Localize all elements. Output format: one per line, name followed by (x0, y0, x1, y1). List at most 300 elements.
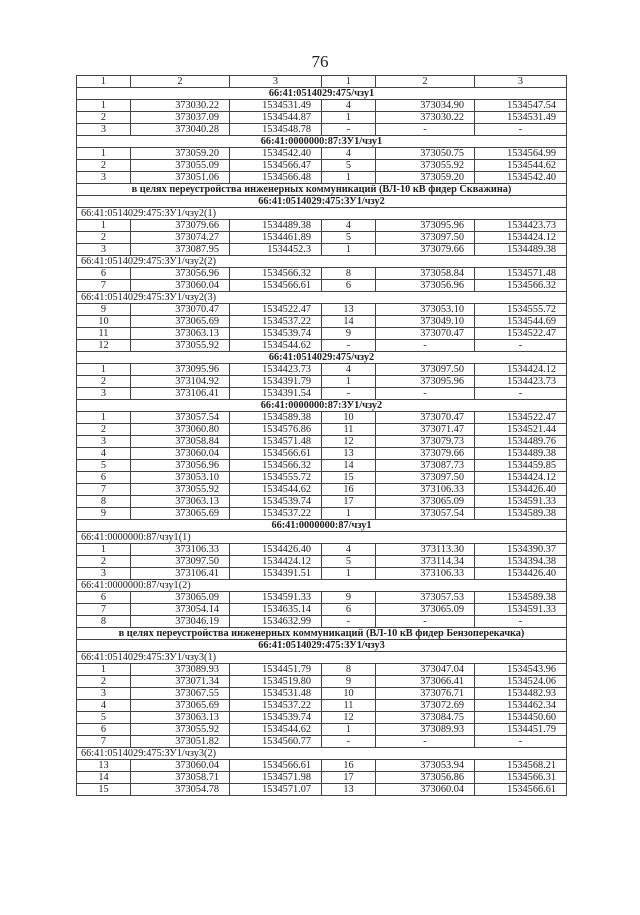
point-number: 2 (77, 424, 131, 436)
x-coordinate: 373106.33 (376, 484, 475, 496)
y-coordinate: 1534591.33 (475, 604, 567, 616)
x-coordinate: 373071.34 (131, 676, 230, 688)
x-coordinate: 373060.80 (131, 424, 230, 436)
y-coordinate: 1534544.62 (230, 484, 322, 496)
x-coordinate: 373047.04 (376, 664, 475, 676)
y-coordinate: 1534426.40 (475, 568, 567, 580)
point-number: 1 (322, 724, 376, 736)
point-number: 4 (322, 148, 376, 160)
y-coordinate: 1534451.79 (230, 664, 322, 676)
point-number: 8 (322, 664, 376, 676)
table-row (77, 412, 567, 424)
x-coordinate: 373053.10 (131, 472, 230, 484)
point-number: 3 (77, 568, 131, 580)
point-number: 1 (77, 412, 131, 424)
x-coordinate: 373055.92 (131, 484, 230, 496)
x-coordinate: 373063.13 (131, 712, 230, 724)
x-coordinate: 373065.09 (131, 592, 230, 604)
x-coordinate: 373079.66 (376, 244, 475, 256)
y-coordinate: 1534394.38 (475, 556, 567, 568)
table-row (77, 472, 567, 484)
table-row (77, 232, 567, 244)
table-row (77, 148, 567, 160)
point-number: 7 (77, 484, 131, 496)
x-coordinate: 373055.92 (131, 724, 230, 736)
y-coordinate: 1534482.93 (475, 688, 567, 700)
point-number: 4 (322, 544, 376, 556)
y-coordinate: 1534489.38 (475, 244, 567, 256)
y-coordinate: 1534542.40 (475, 172, 567, 184)
y-coordinate: 1534461.89 (230, 232, 322, 244)
point-number: 6 (77, 592, 131, 604)
point-number: - (322, 388, 376, 400)
y-coordinate: 1534531.49 (230, 100, 322, 112)
y-coordinate: 1534451.79 (475, 724, 567, 736)
x-coordinate: 373079.66 (131, 220, 230, 232)
x-coordinate: 373063.13 (131, 328, 230, 340)
y-coordinate: 1534576.86 (230, 424, 322, 436)
page-number: 76 (311, 52, 329, 71)
column-header: 2 (376, 76, 475, 88)
y-coordinate: 1534566.31 (475, 772, 567, 784)
table-row (77, 784, 567, 796)
table-row (77, 100, 567, 112)
table-row (77, 592, 567, 604)
table-row (77, 508, 567, 520)
y-coordinate: 1534462.34 (475, 700, 567, 712)
point-number: 1 (322, 376, 376, 388)
section-heading: в целях переустройства инженерных коммуникаций (ВЛ-10 кВ фидер Бензоперекачка) (77, 628, 567, 640)
section-heading-row (77, 88, 567, 100)
point-number: 1 (77, 664, 131, 676)
point-number: 5 (322, 556, 376, 568)
y-coordinate: 1534424.12 (475, 472, 567, 484)
point-number: 15 (322, 472, 376, 484)
y-coordinate: 1534459.85 (475, 460, 567, 472)
point-number: 4 (77, 700, 131, 712)
y-coordinate: 1534571.48 (475, 268, 567, 280)
x-coordinate: 373057.54 (376, 508, 475, 520)
section-heading: 66:41:0514029:475:ЗУ1/чзу2 (77, 196, 567, 208)
point-number: 2 (77, 376, 131, 388)
y-coordinate: 1534521.44 (475, 424, 567, 436)
x-coordinate: 373056.86 (376, 772, 475, 784)
x-coordinate: 373060.04 (131, 448, 230, 460)
section-heading-row (77, 400, 567, 412)
point-number: 6 (322, 604, 376, 616)
x-coordinate: 373070.47 (131, 304, 230, 316)
point-number: 6 (77, 724, 131, 736)
x-coordinate: 373087.95 (131, 244, 230, 256)
y-coordinate: 1534531.48 (230, 688, 322, 700)
y-coordinate: 1534568.21 (475, 760, 567, 772)
x-coordinate: 373070.47 (376, 412, 475, 424)
x-coordinate: 373076.71 (376, 688, 475, 700)
x-coordinate: 373055.92 (131, 340, 230, 352)
point-number: 11 (77, 328, 131, 340)
point-number: 14 (77, 772, 131, 784)
y-coordinate: 1534555.72 (475, 304, 567, 316)
y-coordinate: 1534571.48 (230, 436, 322, 448)
point-number: 1 (322, 172, 376, 184)
y-coordinate: 1534544.62 (230, 724, 322, 736)
point-number: 16 (322, 760, 376, 772)
table-row (77, 172, 567, 184)
x-coordinate: 373059.20 (131, 148, 230, 160)
x-coordinate: 373065.09 (376, 604, 475, 616)
x-coordinate: 373097.50 (376, 472, 475, 484)
x-coordinate: 373054.78 (131, 784, 230, 796)
x-coordinate: 373053.94 (376, 760, 475, 772)
point-number: 8 (322, 268, 376, 280)
section-heading-row (77, 640, 567, 652)
y-coordinate: 1534591.33 (475, 496, 567, 508)
point-number: 6 (322, 280, 376, 292)
x-coordinate: 373049.10 (376, 316, 475, 328)
point-number: 9 (77, 304, 131, 316)
table-row (77, 556, 567, 568)
x-coordinate: 373057.54 (131, 412, 230, 424)
point-number: 9 (322, 328, 376, 340)
column-header: 1 (322, 76, 376, 88)
table-row (77, 568, 567, 580)
y-coordinate: 1534571.07 (230, 784, 322, 796)
x-coordinate: 373097.50 (376, 232, 475, 244)
x-coordinate: 373050.75 (376, 148, 475, 160)
x-coordinate: 373057.53 (376, 592, 475, 604)
y-coordinate: 1534489.38 (475, 448, 567, 460)
y-coordinate: 1534591.33 (230, 592, 322, 604)
point-number: 11 (322, 424, 376, 436)
table-row (77, 712, 567, 724)
point-number: 6 (77, 472, 131, 484)
x-coordinate: 373084.75 (376, 712, 475, 724)
y-coordinate: 1534489.76 (475, 436, 567, 448)
y-coordinate: - (475, 124, 567, 136)
subsection-heading: 66:41:0514029:475:ЗУ1/чзу3(2) (77, 748, 567, 760)
table-row (77, 664, 567, 676)
subsection-heading: 66:41:0514029:475:ЗУ1/чзу3(1) (77, 652, 567, 664)
x-coordinate: 373056.96 (376, 280, 475, 292)
subsection-heading-row (77, 208, 567, 220)
table-row (77, 688, 567, 700)
point-number: 13 (322, 448, 376, 460)
x-coordinate: 373089.93 (376, 724, 475, 736)
y-coordinate: 1534537.22 (230, 700, 322, 712)
table-row (77, 220, 567, 232)
y-coordinate: 1534547.54 (475, 100, 567, 112)
x-coordinate: 373114.34 (376, 556, 475, 568)
y-coordinate: 1534531.49 (475, 112, 567, 124)
subsection-heading-row (77, 580, 567, 592)
point-number: 1 (322, 568, 376, 580)
point-number: 1 (77, 148, 131, 160)
point-number: 1 (322, 112, 376, 124)
y-coordinate: 1534555.72 (230, 472, 322, 484)
y-coordinate: 1534524.06 (475, 676, 567, 688)
x-coordinate: 373056.96 (131, 460, 230, 472)
y-coordinate: 1534522.47 (230, 304, 322, 316)
section-heading: в целях переустройства инженерных коммуникаций (ВЛ-10 кВ фидер Скважина) (77, 184, 567, 196)
y-coordinate: 1534548.78 (230, 124, 322, 136)
section-heading: 66:41:0514029:475:ЗУ1/чзу3 (77, 640, 567, 652)
table-row (77, 436, 567, 448)
subsection-heading: 66:41:0514029:475:ЗУ1/чзу2(3) (77, 292, 567, 304)
x-coordinate: 373051.06 (131, 172, 230, 184)
x-coordinate: 373059.20 (376, 172, 475, 184)
point-number: 6 (77, 268, 131, 280)
section-heading: 66:41:0514029:475/чзу2 (77, 352, 567, 364)
point-number: - (322, 616, 376, 628)
x-coordinate: - (376, 616, 475, 628)
table-row (77, 388, 567, 400)
point-number: 3 (77, 388, 131, 400)
table-row (77, 424, 567, 436)
subsection-heading-row (77, 532, 567, 544)
y-coordinate: 1534519.80 (230, 676, 322, 688)
y-coordinate: 1534544.62 (230, 340, 322, 352)
y-coordinate: 1534390.37 (475, 544, 567, 556)
section-heading-row (77, 628, 567, 640)
point-number: 3 (77, 688, 131, 700)
y-coordinate: 1534632.99 (230, 616, 322, 628)
subsection-heading-row (77, 652, 567, 664)
point-number: - (322, 736, 376, 748)
y-coordinate: 1534544.62 (475, 160, 567, 172)
x-coordinate: 373106.33 (376, 568, 475, 580)
point-number: 8 (77, 496, 131, 508)
column-header: 1 (77, 76, 131, 88)
table-header-row (77, 76, 567, 88)
y-coordinate: 1534537.22 (230, 508, 322, 520)
point-number: 13 (77, 760, 131, 772)
x-coordinate: 373074.27 (131, 232, 230, 244)
point-number: 12 (77, 340, 131, 352)
y-coordinate: 1534566.61 (475, 784, 567, 796)
subsection-heading: 66:41:0000000:87/чзу1(2) (77, 580, 567, 592)
y-coordinate: 1534539.74 (230, 712, 322, 724)
point-number: 13 (322, 304, 376, 316)
y-coordinate: 1534423.73 (230, 364, 322, 376)
point-number: 4 (322, 220, 376, 232)
point-number: 2 (77, 160, 131, 172)
table-row (77, 304, 567, 316)
table-row (77, 544, 567, 556)
x-coordinate: 373095.96 (131, 364, 230, 376)
x-coordinate: - (376, 736, 475, 748)
point-number: 8 (77, 616, 131, 628)
y-coordinate: 1534566.61 (230, 280, 322, 292)
table-row (77, 700, 567, 712)
point-number: 2 (77, 112, 131, 124)
y-coordinate: 1534566.32 (475, 280, 567, 292)
point-number: 12 (322, 436, 376, 448)
y-coordinate: 1534424.12 (475, 364, 567, 376)
x-coordinate: 373070.47 (376, 328, 475, 340)
x-coordinate: 373055.92 (376, 160, 475, 172)
table-row (77, 676, 567, 688)
y-coordinate: 1534564.99 (475, 148, 567, 160)
x-coordinate: 373106.33 (131, 544, 230, 556)
x-coordinate: 373065.69 (131, 700, 230, 712)
y-coordinate: 1534423.73 (475, 376, 567, 388)
x-coordinate: 373072.69 (376, 700, 475, 712)
x-coordinate: 373060.04 (131, 280, 230, 292)
x-coordinate: 373106.41 (131, 388, 230, 400)
subsection-heading: 66:41:0000000:87/чзу1(1) (77, 532, 567, 544)
section-heading-row (77, 352, 567, 364)
x-coordinate: 373053.10 (376, 304, 475, 316)
x-coordinate: 373089.93 (131, 664, 230, 676)
subsection-heading-row (77, 292, 567, 304)
point-number: 10 (322, 412, 376, 424)
table-row (77, 484, 567, 496)
point-number: 4 (77, 448, 131, 460)
x-coordinate: 373058.84 (376, 268, 475, 280)
x-coordinate: - (376, 124, 475, 136)
x-coordinate: 373097.50 (376, 364, 475, 376)
point-number: 17 (322, 772, 376, 784)
y-coordinate: 1534566.32 (230, 268, 322, 280)
section-heading-row (77, 196, 567, 208)
table-row (77, 496, 567, 508)
y-coordinate: 1534424.12 (230, 556, 322, 568)
y-coordinate: 1534566.61 (230, 448, 322, 460)
section-heading: 66:41:0000000:87/чзу1 (77, 520, 567, 532)
x-coordinate: 373054.14 (131, 604, 230, 616)
table-row (77, 112, 567, 124)
y-coordinate: 1534566.61 (230, 760, 322, 772)
x-coordinate: 373060.04 (376, 784, 475, 796)
point-number: 3 (77, 244, 131, 256)
y-coordinate: - (475, 340, 567, 352)
subsection-heading: 66:41:0514029:475:ЗУ1/чзу2(1) (77, 208, 567, 220)
point-number: 17 (322, 496, 376, 508)
x-coordinate: 373030.22 (376, 112, 475, 124)
point-number: 5 (77, 712, 131, 724)
table-row (77, 328, 567, 340)
x-coordinate: 373055.09 (131, 160, 230, 172)
point-number: 5 (322, 160, 376, 172)
table-row (77, 268, 567, 280)
point-number: 1 (77, 544, 131, 556)
point-number: 10 (77, 316, 131, 328)
x-coordinate: - (376, 388, 475, 400)
y-coordinate: 1534543.96 (475, 664, 567, 676)
table-row (77, 724, 567, 736)
y-coordinate: 1534391.54 (230, 388, 322, 400)
x-coordinate: 373065.09 (376, 496, 475, 508)
x-coordinate: 373034.90 (376, 100, 475, 112)
x-coordinate: 373037.09 (131, 112, 230, 124)
x-coordinate: 373058.84 (131, 436, 230, 448)
table-row (77, 736, 567, 748)
x-coordinate: 373040.28 (131, 124, 230, 136)
point-number: 5 (77, 460, 131, 472)
subsection-heading-row (77, 748, 567, 760)
x-coordinate: 373060.04 (131, 760, 230, 772)
point-number: 4 (322, 364, 376, 376)
y-coordinate: 1534424.12 (475, 232, 567, 244)
column-header: 2 (131, 76, 230, 88)
point-number: 7 (77, 736, 131, 748)
x-coordinate: 373046.19 (131, 616, 230, 628)
column-header: 3 (475, 76, 567, 88)
point-number: 9 (322, 592, 376, 604)
y-coordinate: 1534589.38 (475, 508, 567, 520)
table-row (77, 460, 567, 472)
point-number: - (322, 124, 376, 136)
x-coordinate: 373113.30 (376, 544, 475, 556)
point-number: 15 (77, 784, 131, 796)
table-row (77, 316, 567, 328)
x-coordinate: 373095.96 (376, 220, 475, 232)
table-row (77, 160, 567, 172)
y-coordinate: 1534544.87 (230, 112, 322, 124)
x-coordinate: 373067.55 (131, 688, 230, 700)
point-number: 7 (77, 604, 131, 616)
y-coordinate: 1534560.77 (230, 736, 322, 748)
y-coordinate: 1534391.79 (230, 376, 322, 388)
table-row (77, 244, 567, 256)
point-number: 5 (322, 232, 376, 244)
y-coordinate: 1534566.32 (230, 460, 322, 472)
y-coordinate: 1534566.47 (230, 160, 322, 172)
table-row (77, 124, 567, 136)
y-coordinate: 1534522.47 (475, 328, 567, 340)
section-heading-row (77, 184, 567, 196)
point-number: 16 (322, 484, 376, 496)
point-number: 9 (322, 676, 376, 688)
y-coordinate: - (475, 388, 567, 400)
y-coordinate: 1534537.22 (230, 316, 322, 328)
point-number: 2 (77, 556, 131, 568)
x-coordinate: 373065.69 (131, 316, 230, 328)
y-coordinate: 1534452.3 (230, 244, 322, 256)
coordinates-table (76, 75, 567, 796)
table-row (77, 604, 567, 616)
point-number: 2 (77, 232, 131, 244)
column-header: 3 (230, 76, 322, 88)
table-row (77, 364, 567, 376)
table-row (77, 448, 567, 460)
point-number: 12 (322, 712, 376, 724)
section-heading: 66:41:0000000:87:ЗУ1/чзу1 (77, 136, 567, 148)
point-number: 1 (322, 508, 376, 520)
table-row (77, 772, 567, 784)
y-coordinate: 1534423.73 (475, 220, 567, 232)
point-number: 7 (77, 280, 131, 292)
x-coordinate: 373079.73 (376, 436, 475, 448)
point-number: 2 (77, 676, 131, 688)
x-coordinate: 373095.96 (376, 376, 475, 388)
y-coordinate: 1534426.40 (230, 544, 322, 556)
y-coordinate: 1534544.69 (475, 316, 567, 328)
section-heading-row (77, 520, 567, 532)
y-coordinate: - (475, 616, 567, 628)
point-number: 1 (322, 244, 376, 256)
x-coordinate: 373087.73 (376, 460, 475, 472)
y-coordinate: 1534571.98 (230, 772, 322, 784)
y-coordinate: 1534522.47 (475, 412, 567, 424)
x-coordinate: 373058.71 (131, 772, 230, 784)
x-coordinate: 373063.13 (131, 496, 230, 508)
y-coordinate: 1534635.14 (230, 604, 322, 616)
y-coordinate: 1534566.48 (230, 172, 322, 184)
point-number: 4 (322, 100, 376, 112)
x-coordinate: 373104.92 (131, 376, 230, 388)
x-coordinate: 373079.66 (376, 448, 475, 460)
